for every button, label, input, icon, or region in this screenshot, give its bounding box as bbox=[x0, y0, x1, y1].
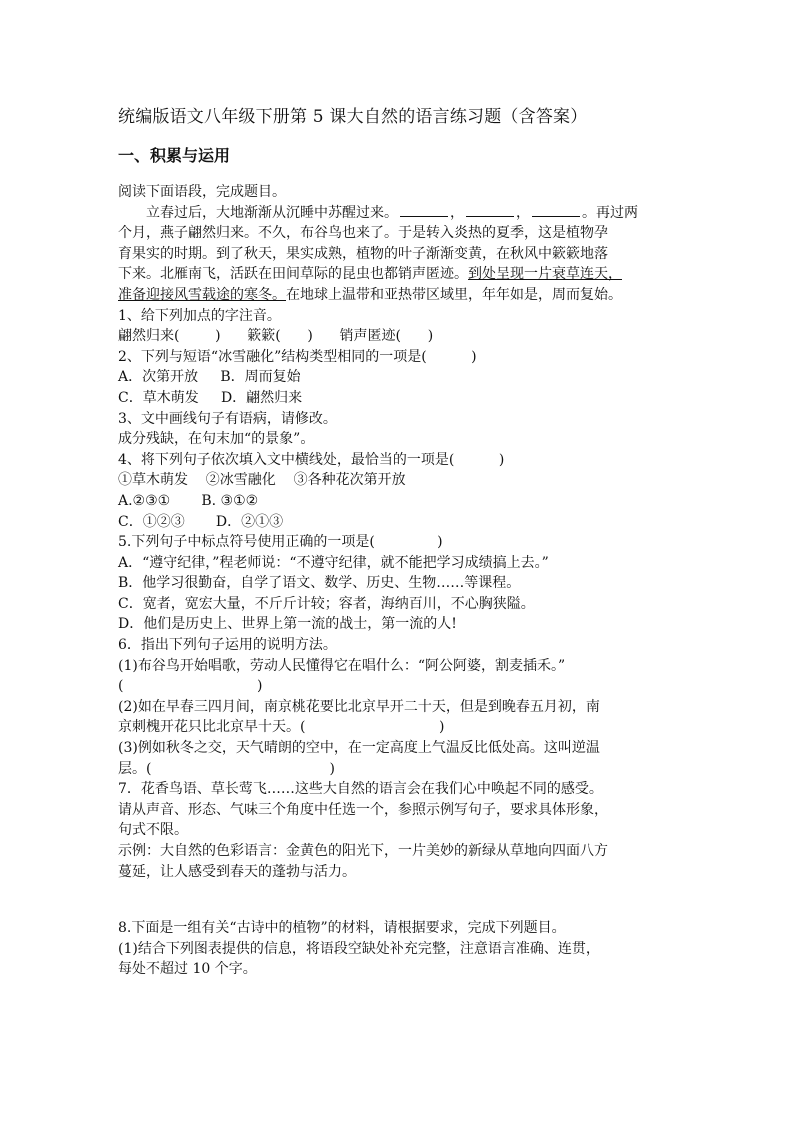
document-page bbox=[118, 104, 688, 980]
passage bbox=[118, 203, 688, 306]
blank-1 bbox=[400, 204, 448, 217]
question-5-option-b: B．他学习很勤奋，自学了语文、数学、历史、生物……等课程。 bbox=[118, 575, 521, 592]
question-7-line-3: 句式不限。 bbox=[118, 822, 188, 839]
question-3: 3、文中画线句子有语病，请修改。 bbox=[118, 410, 337, 427]
passage-line-4: 下来。北雁南飞，活跃在田间草际的昆虫也都销声匿迹。到处呈现一片衰草连天， bbox=[118, 266, 622, 283]
spacer bbox=[118, 882, 688, 918]
blank-3 bbox=[532, 204, 580, 217]
question-5-option-a: A．“遵守纪律，”程老师说：“不遵守纪律，就不能把学习成绩搞上去。” bbox=[118, 554, 549, 571]
question-5-option-c: C．宽者，宽宏大量，不斤斤计较；容者，海纳百川，不心胸狭隘。 bbox=[118, 595, 535, 612]
question-2-options-ab: A．次第开放 B．周而复始 bbox=[118, 369, 301, 386]
passage-line-1: 立春过后，大地渐渐从沉睡中苏醒过来。 ， ， 。再过两 bbox=[146, 204, 638, 221]
question-6-item-1: (1)布谷鸟开始唱歌，劳动人民懂得它在唱什么：“阿公阿婆，割麦插禾。” bbox=[118, 657, 566, 674]
question-1: 1、给下列加点的字注音。 bbox=[118, 307, 281, 324]
underlined-sentence-cont: 准备迎接风雪载途的寒冬。 bbox=[118, 286, 286, 303]
question-7-example-cont: 蔓延，让人感受到春天的蓬勃与活力。 bbox=[118, 863, 356, 880]
question-2-options-cd: C．草木萌发 D．翩然归来 bbox=[118, 389, 303, 406]
question-8-part-1-cont: 每处不超过 10 个字。 bbox=[118, 961, 257, 978]
question-4: 4、将下列句子依次填入文中横线处，最恰当的一项是( ) bbox=[118, 451, 505, 468]
passage-line-2: 个月，燕子翩然归来。不久，布谷鸟也来了。于是转入炎热的夏季，这是植物孕 bbox=[118, 225, 608, 242]
question-7: 7．花香鸟语、草长莺飞……这些大自然的语言会在我们心中唤起不同的感受。 bbox=[118, 781, 603, 798]
question-4-items: ①草木萌发 ②冰雪融化 ③各种花次第开放 bbox=[118, 472, 406, 489]
document-title: 统编版语文八年级下册第 5 课大自然的语言练习题（含答案） bbox=[118, 107, 588, 127]
question-6-item-2-cont: 京刺槐开花只比北京早十天。( ) bbox=[118, 719, 445, 736]
question-6: 6．指出下列句子运用的说明方法。 bbox=[118, 637, 337, 654]
underlined-sentence: 到处呈现一片衰草连天， bbox=[468, 266, 622, 283]
question-6-item-3: (3)例如秋冬之交，天气晴朗的空中，在一定高度上气温反比低处高。这叫逆温 bbox=[118, 740, 600, 757]
question-6-item-2: (2)如在早春三四月间，南京桃花要比北京早开二十天，但是到晚春五月初，南 bbox=[118, 698, 600, 715]
reading-instruction: 阅读下面语段，完成题目。 bbox=[118, 184, 286, 200]
section-heading: 一、积累与运用 bbox=[118, 146, 231, 165]
question-8-part-1: (1)结合下列图表提供的信息，将语段空缺处补充完整，注意语言准确、连贯， bbox=[118, 940, 600, 957]
question-6-item-1-blank: ( ) bbox=[118, 678, 263, 695]
question-7-example: 示例：大自然的色彩语言：金黄色的阳光下，一片美妙的新绿从草地向四面八方 bbox=[118, 843, 608, 859]
question-4-options-ab: A.②③① B. ③①② bbox=[118, 492, 259, 509]
question-5: 5.下列句子中标点符号使用正确的一项是( ) bbox=[118, 534, 443, 551]
passage-line-5: 准备迎接风雪载途的寒冬。在地球上温带和亚热带区域里，年年如是，周而复始。 bbox=[118, 286, 622, 303]
question-6-item-3-cont: 层。( ) bbox=[118, 760, 335, 777]
question-1-items: 翩然归来( ) 簌簌( ) 销声匿迹( ) bbox=[118, 328, 434, 345]
question-2: 2、下列与短语“冰雪融化”结构类型相同的一项是( ) bbox=[118, 348, 477, 365]
question-3-answer: 成分残缺，在句末加“的景象”。 bbox=[118, 431, 315, 448]
question-5-option-d: D．他们是历史上、世界上第一流的战士，第一流的人! bbox=[118, 616, 457, 633]
blank-2 bbox=[466, 204, 514, 217]
passage-line-3: 育果实的时期。到了秋天，果实成熟，植物的叶子渐渐变黄，在秋风中簌簌地落 bbox=[118, 245, 608, 262]
question-8: 8.下面是一组有关“古诗中的植物”的材料，请根据要求，完成下列题目。 bbox=[118, 920, 566, 937]
question-7-line-2: 请从声音、形态、气味三个角度中任选一个，参照示例写句子，要求具体形象， bbox=[118, 801, 608, 818]
question-4-options-cd: C．①②③ D．②①③ bbox=[118, 513, 284, 530]
